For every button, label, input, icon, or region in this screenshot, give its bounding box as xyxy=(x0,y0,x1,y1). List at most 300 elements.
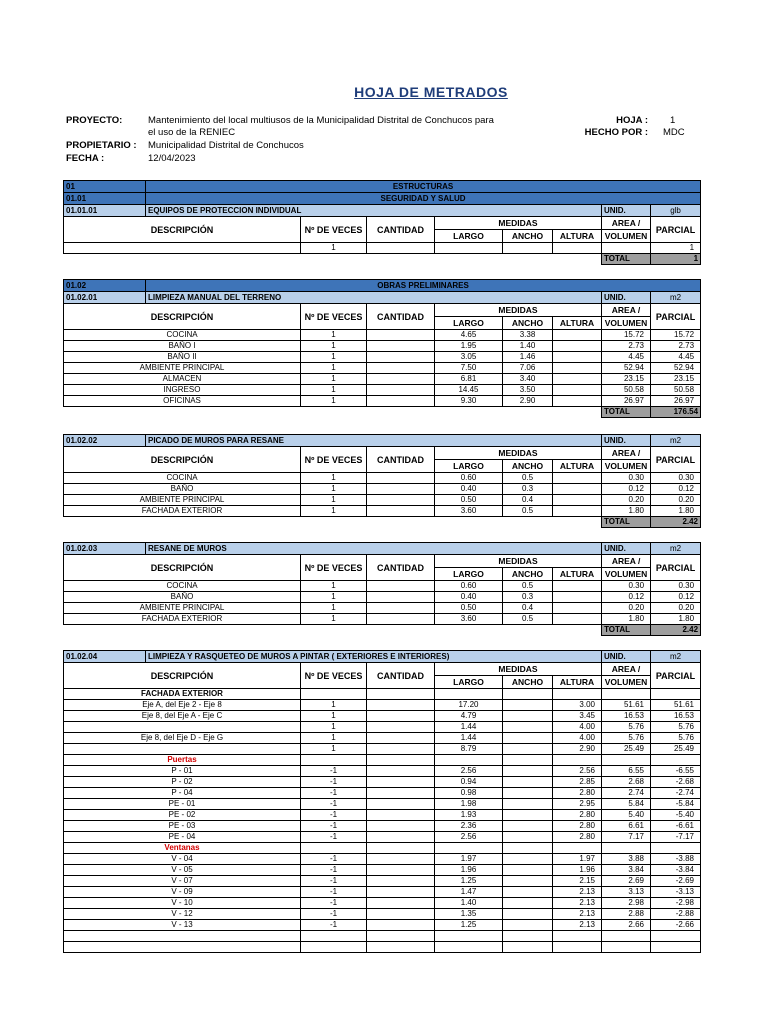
row-parcial: -5.84 xyxy=(651,799,701,810)
item-code: 01.02.04 xyxy=(64,651,146,663)
row-description: V - 13 xyxy=(64,920,301,931)
row-description: V - 04 xyxy=(64,854,301,865)
row-area: 15.72 xyxy=(602,330,651,341)
column-header-row xyxy=(64,217,701,230)
row-area: 3.88 xyxy=(602,854,651,865)
col-volumen: VOLUMEN xyxy=(602,460,651,473)
row-area xyxy=(602,755,651,766)
row-veces: 1 xyxy=(301,733,367,744)
row-description: COCINA xyxy=(64,330,301,341)
row-altura xyxy=(553,603,602,614)
total-row xyxy=(64,517,701,528)
row-description: V - 09 xyxy=(64,887,301,898)
row-veces: -1 xyxy=(301,887,367,898)
table-row xyxy=(64,920,701,931)
total-label: TOTAL xyxy=(602,254,651,265)
row-largo xyxy=(435,931,503,942)
row-description: AMBIENTE PRINCIPAL xyxy=(64,603,301,614)
row-cantidad xyxy=(367,396,435,407)
row-altura: 2.80 xyxy=(553,832,602,843)
row-veces: 1 xyxy=(301,495,367,506)
row-area: 6.61 xyxy=(602,821,651,832)
row-altura xyxy=(553,942,602,953)
item-header-row xyxy=(64,543,701,555)
table-row xyxy=(64,352,701,363)
row-cantidad xyxy=(367,484,435,495)
row-ancho xyxy=(503,843,553,854)
propietario-label: PROPIETARIO : xyxy=(66,140,137,151)
row-ancho xyxy=(503,755,553,766)
table-row xyxy=(64,887,701,898)
row-description: P - 04 xyxy=(64,788,301,799)
row-description: V - 10 xyxy=(64,898,301,909)
col-area: AREA / xyxy=(602,555,651,568)
item-header-row xyxy=(64,292,701,304)
row-altura xyxy=(553,843,602,854)
category-name: ESTRUCTURAS xyxy=(146,181,701,193)
row-ancho xyxy=(503,931,553,942)
column-header-row xyxy=(64,447,701,460)
row-cantidad xyxy=(367,352,435,363)
row-ancho: 1.46 xyxy=(503,352,553,363)
row-ancho: 0.3 xyxy=(503,592,553,603)
row-area: 0.30 xyxy=(602,473,651,484)
proyecto-label: PROYECTO: xyxy=(66,115,123,126)
row-largo: 2.36 xyxy=(435,821,503,832)
col-area: AREA / xyxy=(602,304,651,317)
col-descripcion: DESCRIPCIÓN xyxy=(64,304,301,330)
row-largo: 1.25 xyxy=(435,876,503,887)
row-altura: 2.13 xyxy=(553,887,602,898)
row-altura xyxy=(553,396,602,407)
col-volumen: VOLUMEN xyxy=(602,230,651,243)
col-altura: ALTURA xyxy=(553,676,602,689)
row-largo: 0.60 xyxy=(435,581,503,592)
row-cantidad xyxy=(367,689,435,700)
row-cantidad xyxy=(367,931,435,942)
row-parcial: 50.58 xyxy=(651,385,701,396)
row-description: BAÑO xyxy=(64,592,301,603)
row-area: 6.55 xyxy=(602,766,651,777)
row-parcial: 26.97 xyxy=(651,396,701,407)
row-cantidad xyxy=(367,243,435,254)
row-veces: 1 xyxy=(301,374,367,385)
row-ancho xyxy=(503,788,553,799)
row-ancho: 3.50 xyxy=(503,385,553,396)
col-area: AREA / xyxy=(602,663,651,676)
col-cantidad: CANTIDAD xyxy=(367,217,435,243)
row-description: FACHADA EXTERIOR xyxy=(64,506,301,517)
row-parcial: 16.53 xyxy=(651,711,701,722)
col-largo: LARGO xyxy=(435,460,503,473)
row-altura xyxy=(553,330,602,341)
row-parcial: -5.40 xyxy=(651,810,701,821)
row-description xyxy=(64,744,301,755)
col-cantidad: CANTIDAD xyxy=(367,447,435,473)
row-ancho xyxy=(503,799,553,810)
row-altura: 2.90 xyxy=(553,744,602,755)
total-row xyxy=(64,254,701,265)
row-parcial: -2.98 xyxy=(651,898,701,909)
row-veces xyxy=(301,843,367,854)
row-description: BAÑO xyxy=(64,484,301,495)
row-veces: 1 xyxy=(301,614,367,625)
total-value: 2.42 xyxy=(651,517,701,528)
col-medidas: MEDIDAS xyxy=(435,304,602,317)
unit-value: m2 xyxy=(651,543,701,555)
row-parcial xyxy=(651,755,701,766)
row-veces: 1 xyxy=(301,592,367,603)
row-description: AMBIENTE PRINCIPAL xyxy=(64,495,301,506)
row-parcial: -3.88 xyxy=(651,854,701,865)
row-description: V - 12 xyxy=(64,909,301,920)
row-altura: 2.13 xyxy=(553,920,602,931)
row-largo: 7.50 xyxy=(435,363,503,374)
row-veces: -1 xyxy=(301,821,367,832)
row-area: 51.61 xyxy=(602,700,651,711)
col-cantidad: CANTIDAD xyxy=(367,663,435,689)
col-veces: Nº DE VECES xyxy=(301,663,367,689)
table-row xyxy=(64,810,701,821)
row-area: 1.80 xyxy=(602,614,651,625)
row-ancho xyxy=(503,722,553,733)
column-header-row xyxy=(64,663,701,676)
row-altura: 4.00 xyxy=(553,722,602,733)
category-band xyxy=(64,181,701,193)
row-veces: 1 xyxy=(301,243,367,254)
item-name: LIMPIEZA Y RASQUETEO DE MUROS A PINTAR ( EXTERIORES E INTERIORES) xyxy=(146,651,602,663)
column-header-row xyxy=(64,304,701,317)
row-cantidad xyxy=(367,810,435,821)
row-largo: 2.56 xyxy=(435,766,503,777)
col-largo: LARGO xyxy=(435,676,503,689)
row-ancho xyxy=(503,821,553,832)
row-parcial: -2.68 xyxy=(651,777,701,788)
row-largo: 1.40 xyxy=(435,898,503,909)
total-value: 1 xyxy=(651,254,701,265)
row-parcial: 23.15 xyxy=(651,374,701,385)
unit-label: UNID. xyxy=(602,205,651,217)
row-veces: -1 xyxy=(301,810,367,821)
row-cantidad xyxy=(367,887,435,898)
row-veces: 1 xyxy=(301,363,367,374)
row-area: 3.84 xyxy=(602,865,651,876)
row-largo: 1.98 xyxy=(435,799,503,810)
table-row xyxy=(64,473,701,484)
row-area: 50.58 xyxy=(602,385,651,396)
row-cantidad xyxy=(367,832,435,843)
col-altura: ALTURA xyxy=(553,460,602,473)
col-cantidad: CANTIDAD xyxy=(367,555,435,581)
row-cantidad xyxy=(367,711,435,722)
row-veces: 1 xyxy=(301,473,367,484)
row-veces: -1 xyxy=(301,865,367,876)
table-row xyxy=(64,614,701,625)
row-veces: 1 xyxy=(301,352,367,363)
item-code: 01.02.01 xyxy=(64,292,146,304)
col-cantidad: CANTIDAD xyxy=(367,304,435,330)
unit-value: glb xyxy=(651,205,701,217)
row-parcial: 0.12 xyxy=(651,484,701,495)
table-row xyxy=(64,603,701,614)
row-veces: 1 xyxy=(301,603,367,614)
row-largo: 4.79 xyxy=(435,711,503,722)
row-parcial xyxy=(651,931,701,942)
category-band xyxy=(64,280,701,292)
section-table xyxy=(63,650,701,953)
row-largo: 0.50 xyxy=(435,603,503,614)
row-veces: -1 xyxy=(301,832,367,843)
col-volumen: VOLUMEN xyxy=(602,676,651,689)
table-row xyxy=(64,876,701,887)
row-altura xyxy=(553,689,602,700)
row-altura: 2.80 xyxy=(553,821,602,832)
row-altura xyxy=(553,484,602,495)
col-volumen: VOLUMEN xyxy=(602,317,651,330)
row-veces: -1 xyxy=(301,854,367,865)
row-ancho: 3.38 xyxy=(503,330,553,341)
row-area: 1.80 xyxy=(602,506,651,517)
row-area: 4.45 xyxy=(602,352,651,363)
table-row xyxy=(64,330,701,341)
item-header-row xyxy=(64,205,701,217)
row-parcial: 1 xyxy=(651,243,701,254)
col-veces: Nº DE VECES xyxy=(301,447,367,473)
col-descripcion: DESCRIPCIÓN xyxy=(64,217,301,243)
row-cantidad xyxy=(367,865,435,876)
col-parcial: PARCIAL xyxy=(651,663,701,689)
row-ancho: 0.5 xyxy=(503,506,553,517)
row-altura xyxy=(553,363,602,374)
col-veces: Nº DE VECES xyxy=(301,555,367,581)
row-ancho xyxy=(503,733,553,744)
section-table xyxy=(63,434,701,528)
row-veces: -1 xyxy=(301,876,367,887)
table-row xyxy=(64,700,701,711)
col-ancho: ANCHO xyxy=(503,460,553,473)
hoja-value: 1 xyxy=(670,115,676,126)
unit-label: UNID. xyxy=(602,543,651,555)
row-ancho: 1.40 xyxy=(503,341,553,352)
row-ancho xyxy=(503,898,553,909)
row-ancho: 3.40 xyxy=(503,374,553,385)
row-parcial: 0.12 xyxy=(651,592,701,603)
row-ancho xyxy=(503,689,553,700)
row-area: 2.68 xyxy=(602,777,651,788)
fecha-label: FECHA : xyxy=(66,153,105,164)
row-description: PE - 02 xyxy=(64,810,301,821)
row-parcial: 2.73 xyxy=(651,341,701,352)
row-altura: 2.13 xyxy=(553,898,602,909)
row-parcial xyxy=(651,843,701,854)
row-largo xyxy=(435,689,503,700)
table-row xyxy=(64,689,701,700)
row-parcial: -3.13 xyxy=(651,887,701,898)
fecha-value: 12/04/2023 xyxy=(148,153,196,164)
row-description: FACHADA EXTERIOR xyxy=(64,689,301,700)
row-cantidad xyxy=(367,898,435,909)
row-description: FACHADA EXTERIOR xyxy=(64,614,301,625)
row-largo: 14.45 xyxy=(435,385,503,396)
row-ancho xyxy=(503,744,553,755)
row-largo: 1.44 xyxy=(435,722,503,733)
row-largo xyxy=(435,755,503,766)
total-value: 176.54 xyxy=(651,407,701,418)
col-descripcion: DESCRIPCIÓN xyxy=(64,663,301,689)
row-parcial: 4.45 xyxy=(651,352,701,363)
unit-value: m2 xyxy=(651,435,701,447)
row-ancho xyxy=(503,243,553,254)
row-description: PE - 03 xyxy=(64,821,301,832)
table-row xyxy=(64,506,701,517)
row-description xyxy=(64,243,301,254)
row-parcial xyxy=(651,942,701,953)
row-largo: 1.44 xyxy=(435,733,503,744)
row-description: PE - 01 xyxy=(64,799,301,810)
hoja-label: HOJA : xyxy=(616,115,648,126)
row-largo: 1.97 xyxy=(435,854,503,865)
row-ancho xyxy=(503,942,553,953)
row-cantidad xyxy=(367,385,435,396)
row-parcial: 1.80 xyxy=(651,614,701,625)
row-altura xyxy=(553,614,602,625)
row-area: 2.74 xyxy=(602,788,651,799)
row-altura: 2.85 xyxy=(553,777,602,788)
row-cantidad xyxy=(367,495,435,506)
category-name: OBRAS PRELIMINARES xyxy=(146,280,701,292)
row-largo: 1.96 xyxy=(435,865,503,876)
col-parcial: PARCIAL xyxy=(651,304,701,330)
row-parcial: 5.76 xyxy=(651,733,701,744)
table-row xyxy=(64,592,701,603)
table-row xyxy=(64,931,701,942)
col-volumen: VOLUMEN xyxy=(602,568,651,581)
row-parcial: 15.72 xyxy=(651,330,701,341)
category-band xyxy=(64,193,701,205)
row-cantidad xyxy=(367,755,435,766)
row-ancho xyxy=(503,887,553,898)
row-parcial: 52.94 xyxy=(651,363,701,374)
col-ancho: ANCHO xyxy=(503,568,553,581)
row-area: 26.97 xyxy=(602,396,651,407)
row-veces: -1 xyxy=(301,909,367,920)
page-title: HOJA DE METRADOS xyxy=(354,84,508,100)
row-altura: 2.95 xyxy=(553,799,602,810)
total-spacer xyxy=(64,254,602,265)
total-spacer xyxy=(64,625,602,636)
row-description: P - 01 xyxy=(64,766,301,777)
row-altura xyxy=(553,243,602,254)
proyecto-value-line-2: el uso de la RENIEC xyxy=(148,127,236,138)
row-veces: -1 xyxy=(301,788,367,799)
table-row xyxy=(64,744,701,755)
row-ancho xyxy=(503,854,553,865)
row-veces: -1 xyxy=(301,766,367,777)
col-altura: ALTURA xyxy=(553,317,602,330)
table-row xyxy=(64,755,701,766)
row-altura xyxy=(553,506,602,517)
row-altura xyxy=(553,473,602,484)
table-row xyxy=(64,711,701,722)
item-header-row xyxy=(64,435,701,447)
row-area: 25.49 xyxy=(602,744,651,755)
table-row xyxy=(64,341,701,352)
row-parcial: 1.80 xyxy=(651,506,701,517)
row-area: 0.20 xyxy=(602,495,651,506)
row-area: 2.98 xyxy=(602,898,651,909)
table-row xyxy=(64,484,701,495)
row-veces: 1 xyxy=(301,484,367,495)
col-descripcion: DESCRIPCIÓN xyxy=(64,555,301,581)
row-description xyxy=(64,942,301,953)
row-parcial: -3.84 xyxy=(651,865,701,876)
unit-label: UNID. xyxy=(602,292,651,304)
row-ancho: 0.4 xyxy=(503,495,553,506)
table-row xyxy=(64,854,701,865)
category-code: 01.02 xyxy=(64,280,146,292)
col-medidas: MEDIDAS xyxy=(435,217,602,230)
row-description xyxy=(64,722,301,733)
row-cantidad xyxy=(367,788,435,799)
row-description: Eje A, del Eje 2 - Eje 8 xyxy=(64,700,301,711)
row-cantidad xyxy=(367,581,435,592)
hecho-por-label: HECHO POR : xyxy=(584,127,648,138)
row-largo: 1.95 xyxy=(435,341,503,352)
row-area: 5.84 xyxy=(602,799,651,810)
total-row xyxy=(64,625,701,636)
table-row xyxy=(64,385,701,396)
table-row xyxy=(64,581,701,592)
row-veces xyxy=(301,931,367,942)
row-area: 0.30 xyxy=(602,581,651,592)
col-ancho: ANCHO xyxy=(503,676,553,689)
row-area xyxy=(602,843,651,854)
row-area: 2.69 xyxy=(602,876,651,887)
row-area: 23.15 xyxy=(602,374,651,385)
row-largo xyxy=(435,243,503,254)
row-description: BAÑO I xyxy=(64,341,301,352)
row-area: 5.76 xyxy=(602,733,651,744)
row-area: 0.12 xyxy=(602,592,651,603)
row-description: COCINA xyxy=(64,473,301,484)
item-name: RESANE DE MUROS xyxy=(146,543,602,555)
row-largo: 1.25 xyxy=(435,920,503,931)
row-cantidad xyxy=(367,766,435,777)
row-parcial: 0.20 xyxy=(651,603,701,614)
row-cantidad xyxy=(367,909,435,920)
row-veces: -1 xyxy=(301,777,367,788)
col-veces: Nº DE VECES xyxy=(301,217,367,243)
row-cantidad xyxy=(367,777,435,788)
table-row xyxy=(64,766,701,777)
row-cantidad xyxy=(367,744,435,755)
row-largo: 3.05 xyxy=(435,352,503,363)
row-ancho: 0.5 xyxy=(503,473,553,484)
row-area xyxy=(602,243,651,254)
row-largo: 1.35 xyxy=(435,909,503,920)
row-area: 2.66 xyxy=(602,920,651,931)
row-altura: 2.80 xyxy=(553,788,602,799)
row-altura: 3.45 xyxy=(553,711,602,722)
row-description: P - 02 xyxy=(64,777,301,788)
row-veces: 1 xyxy=(301,711,367,722)
row-altura: 3.00 xyxy=(553,700,602,711)
row-altura xyxy=(553,341,602,352)
row-veces: -1 xyxy=(301,920,367,931)
row-altura: 2.80 xyxy=(553,810,602,821)
row-ancho xyxy=(503,832,553,843)
col-largo: LARGO xyxy=(435,230,503,243)
